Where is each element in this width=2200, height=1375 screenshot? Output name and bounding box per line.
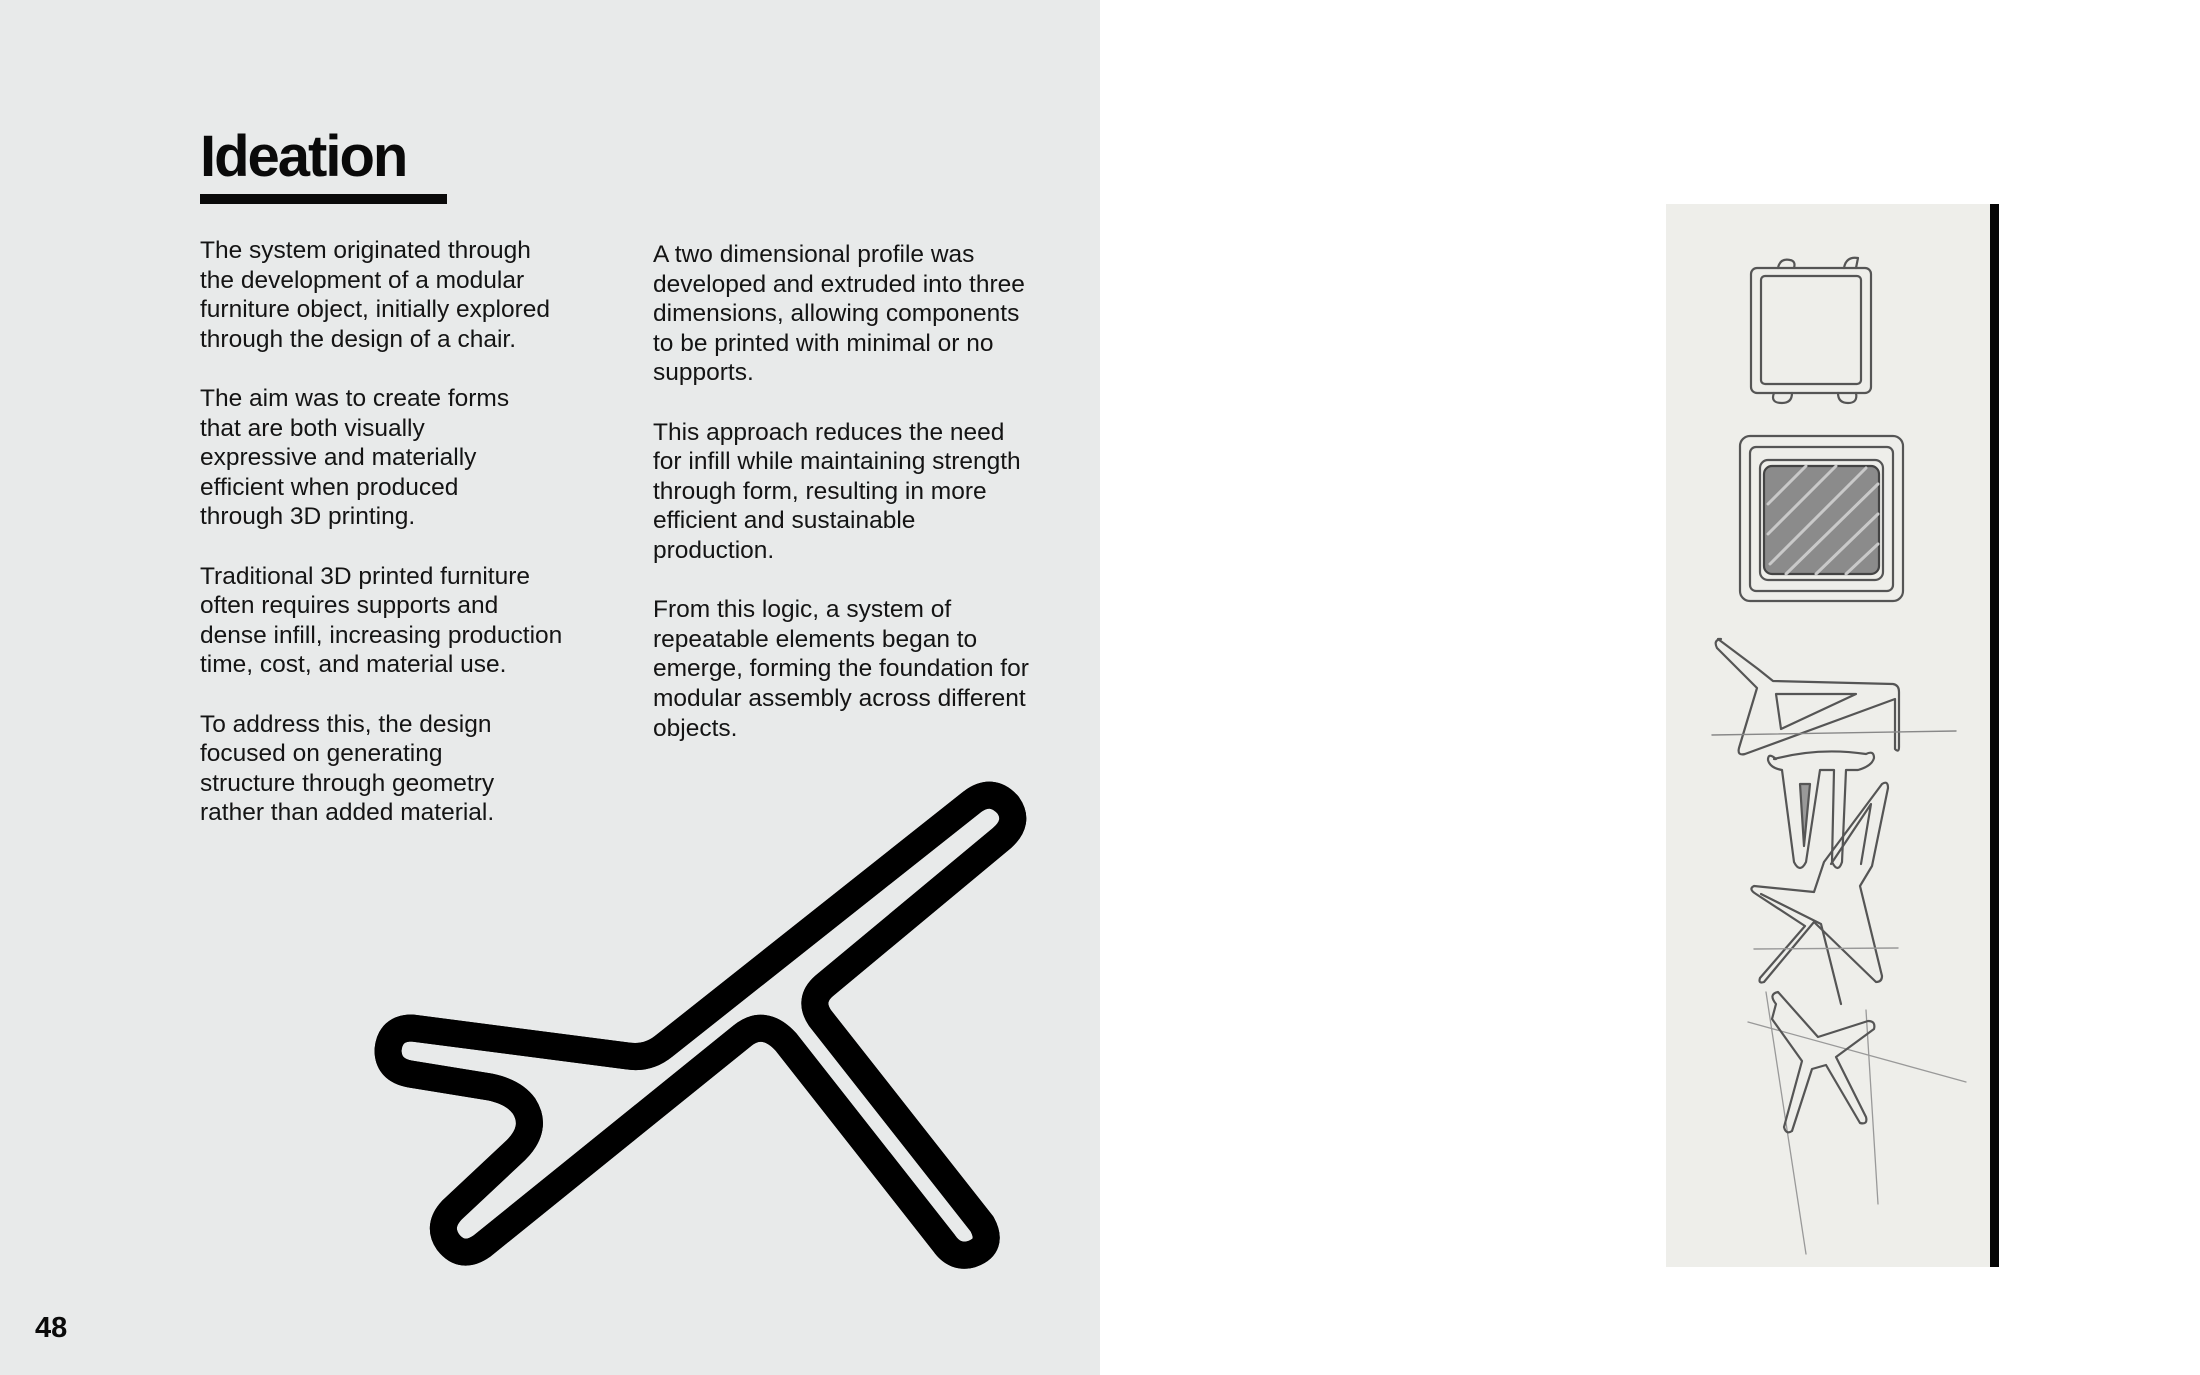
paragraph: To address this, the design focused on generating structure through geometry rather than added material. xyxy=(200,710,495,827)
perspective-chair-sketch xyxy=(1748,992,1966,1254)
paragraph: The aim was to create forms that are both visually expressive and materially efficient when produced through 3D printing. xyxy=(200,384,510,531)
page-title: Ideation xyxy=(200,124,407,189)
page-number: 48 xyxy=(35,1312,68,1344)
title-underline xyxy=(200,194,447,204)
lounge-chair-sketch xyxy=(1712,639,1956,754)
paragraph: Traditional 3D printed furniture often requires supports and dense infill, increasing production time, cost, and material use. xyxy=(200,562,563,679)
angular-chair-sketch xyxy=(1751,783,1898,1004)
pencil-sketches xyxy=(1666,204,1990,1267)
stool-sketch xyxy=(1768,751,1874,868)
paragraph: From this logic, a system of repeatable elements began to emerge, forming the foundation for modular assembly across different objects. xyxy=(653,596,1029,742)
sketch-panel xyxy=(1666,204,1990,1267)
sketch-accent-bar xyxy=(1990,204,1999,1267)
right-page xyxy=(1100,0,2200,1375)
shaded-square-sketch xyxy=(1740,436,1903,601)
text-column-right xyxy=(653,240,1043,773)
text-column-left xyxy=(200,236,590,857)
paragraph: The system originated through the development of a modular furniture object, initially explored through the design of a chair. xyxy=(200,237,550,353)
paragraph: A two dimensional profile was developed and extruded into three dimensions, allowing components to be printed with minimal or no supports. xyxy=(653,241,1025,387)
square-frame-sketch xyxy=(1751,258,1871,403)
paragraph: This approach reduces the need for infill while maintaining strength through form, resulting in more efficient and sustainable production. xyxy=(653,418,1021,564)
